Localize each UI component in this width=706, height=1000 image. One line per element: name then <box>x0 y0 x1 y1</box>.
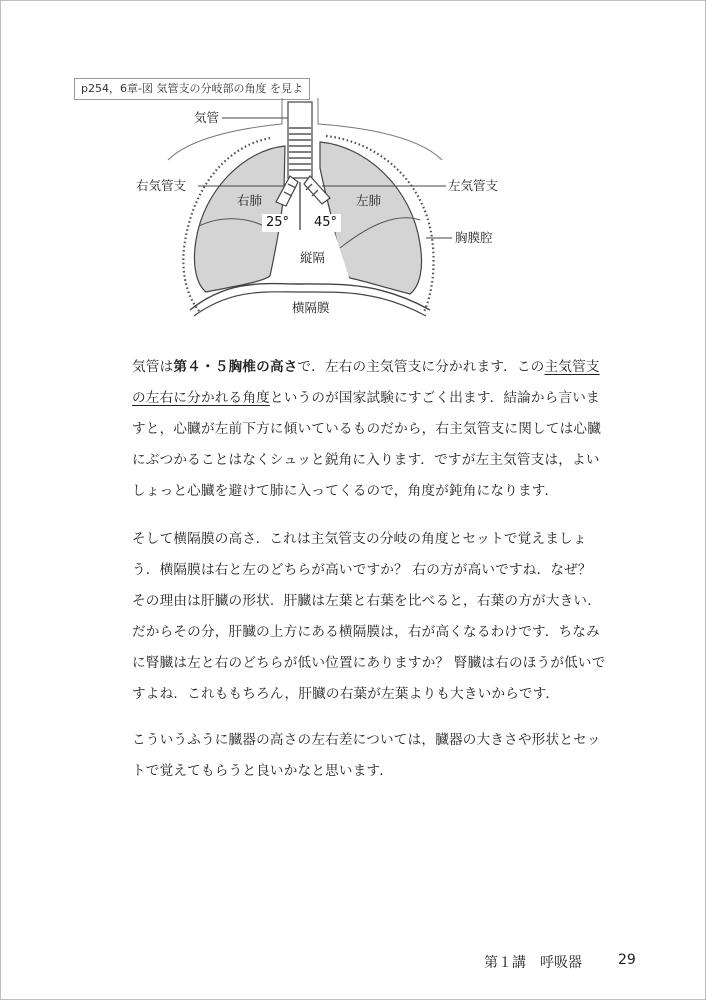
lung-diagram-svg <box>0 98 706 328</box>
p1-text-a: 気管は <box>132 359 174 375</box>
p1-text-c: というのが国家試験にすごく出ます．結論から言いますと，心臓が左前下方に傾いているものだから，右主気管支に関しては心臓にぶつかることはなくシュッと鋭角に入ります．ですが左主気管支は，よいしょっと心臓を避けて肺に入ってくるので，角度が鈍角になります． <box>132 390 601 499</box>
footer-chapter-title: 第１講 呼吸器 <box>484 955 582 971</box>
label-diaphragm: 横隔膜 <box>292 300 330 315</box>
p1-underline-angle: 主気管支の左右に分かれる角度 <box>132 359 600 406</box>
lung-bronchus-diagram <box>0 98 706 328</box>
page-number: 29 <box>618 952 636 968</box>
label-right-bronchus-angle: 25° <box>262 214 293 232</box>
label-trachea: 気管 <box>194 110 220 125</box>
paragraph-summary: こういうふうに臓器の高さの左右差については，臓器の大きさや形状とセットで覚えてもらうと良いかなと思います． <box>132 732 601 779</box>
p1-emphasis-vertebra: 第４・５胸椎の高さ <box>173 359 298 375</box>
paragraph-bronchus-angle <box>132 352 610 507</box>
p1-text-b: で．左右の主気管支に分かれます．この <box>297 359 545 375</box>
label-left-bronchus-angle: 45° <box>310 214 341 232</box>
label-left-lung: 左肺 <box>356 193 382 208</box>
label-mediastinum: 縦隔 <box>300 250 326 265</box>
label-right-bronchus: 右気管支 <box>136 178 187 193</box>
figure-reference-note: p254，6章-図 気管支の分岐部の角度 を見よ <box>74 78 310 100</box>
label-left-bronchus: 左気管支 <box>448 178 499 193</box>
paragraph-diaphragm-height: そして横隔膜の高さ．これは主気管支の分岐の角度とセットで覚えましょう．横隔膜は右と左のどちらが高いですか？ 右の方が高いですね．なぜ？ その理由は肝臓の形状．肝臓は左葉と右葉を比べると，右葉の方が大きい．だからその分，肝臓の上方にある横隔膜は，右が高くなるわけです．ちなみに腎臓は左と右のどちらが低い位置にありますか？ 腎臓は右のほうが低いですよね．これももちろん，肝臓の右葉が左葉よりも大きいからです． <box>132 531 606 702</box>
label-pleural-cavity: 胸膜腔 <box>455 230 493 245</box>
label-right-lung: 右肺 <box>237 193 263 208</box>
